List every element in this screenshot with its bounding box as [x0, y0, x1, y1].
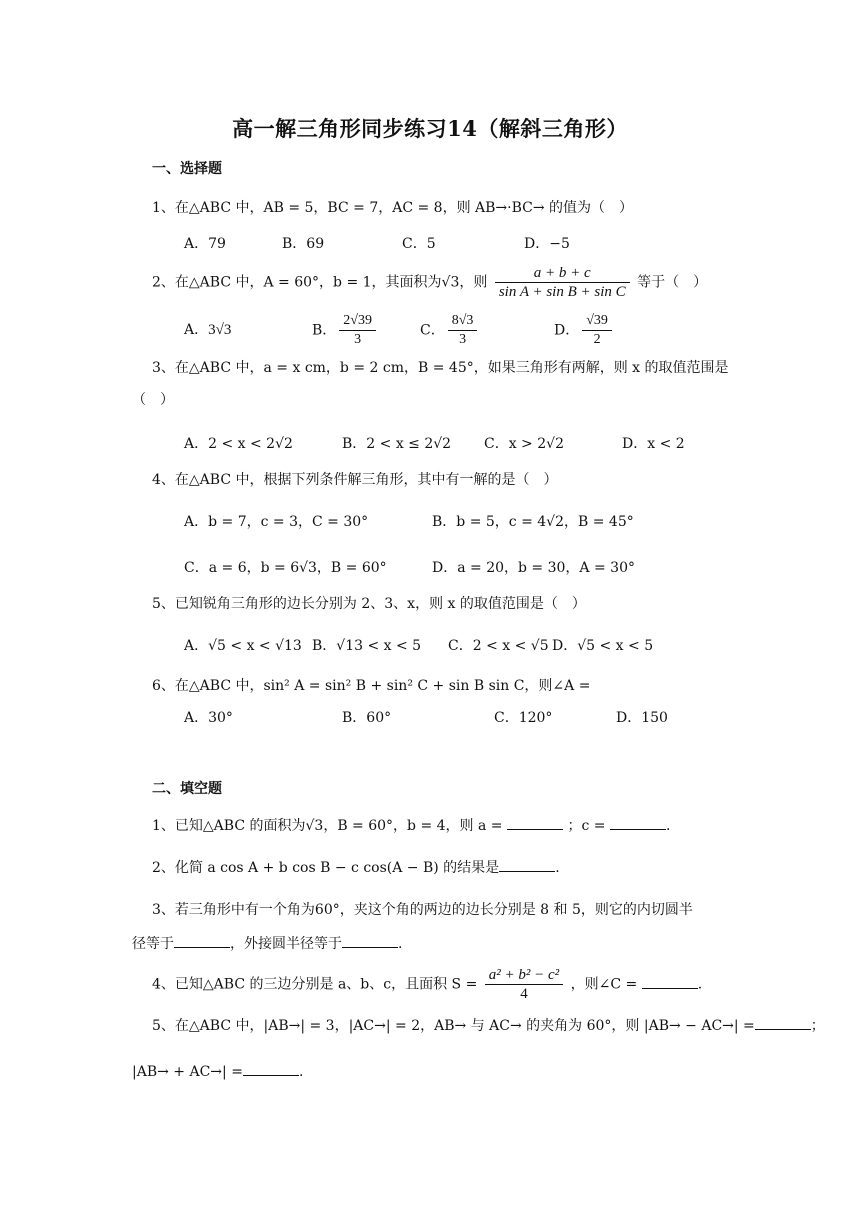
- option-c[interactable]: C．a = 6，b = 6√3，B = 60°: [184, 560, 387, 576]
- answer-blank[interactable]: [342, 934, 398, 948]
- fraction-numerator: √39: [582, 312, 612, 331]
- question-2-stem-post: 等于（ ）: [637, 274, 708, 291]
- fill-5-mid: ；: [810, 1018, 825, 1034]
- option-b[interactable]: B．b = 5，c = 4√2，B = 45°: [432, 514, 634, 530]
- fill-5-line2-pre: |AB→ + AC→| =: [132, 1064, 243, 1080]
- fill-2-post: .: [555, 860, 560, 876]
- option-b[interactable]: B．√13 < x < 5: [312, 638, 422, 654]
- fill-4-mid: ，则∠C =: [570, 976, 638, 993]
- question-5-stem: 5、已知锐角三角形的边长分别为 2、3、x，则 x 的取值范围是（ ）: [152, 596, 586, 612]
- option-d[interactable]: D．−5: [524, 236, 570, 252]
- fill-4-fraction: [485, 966, 563, 1003]
- option-c[interactable]: C．2 < x < √5: [448, 638, 549, 654]
- fraction-denominator: 4: [520, 986, 528, 1002]
- fraction-numerator: a² + b² − c²: [485, 966, 563, 985]
- option-b[interactable]: [312, 312, 379, 349]
- fill-5-post: .: [298, 1064, 304, 1080]
- fraction-denominator: 3: [354, 332, 362, 347]
- fill-4: [152, 966, 702, 1003]
- option-label: A．: [184, 322, 209, 338]
- option-label: D．: [554, 322, 580, 339]
- fill-5-pre: 5、在△ABC 中，|AB→| = 3，|AC→| = 2，AB→ 与 AC→ 的夹角为 60°，则 |AB→ − AC→| =: [152, 1018, 755, 1034]
- question-2-stem: [152, 264, 707, 301]
- answer-blank[interactable]: [499, 858, 555, 872]
- answer-blank[interactable]: [755, 1016, 811, 1030]
- fill-1-post: .: [665, 818, 671, 834]
- question-4-options: [184, 512, 784, 582]
- option-c[interactable]: C．x > 2√2: [484, 436, 564, 452]
- option-b[interactable]: B．2 < x ≤ 2√2: [342, 436, 452, 452]
- option-a[interactable]: A．30°: [184, 710, 233, 726]
- answer-blank[interactable]: [610, 816, 666, 830]
- answer-blank[interactable]: [243, 1062, 299, 1076]
- answer-blank[interactable]: [507, 816, 563, 830]
- option-c[interactable]: [420, 312, 480, 349]
- option-b[interactable]: B．69: [282, 236, 325, 252]
- fill-3-post: .: [398, 936, 403, 952]
- fill-1: [152, 816, 670, 836]
- fill-4-pre: 4、已知△ABC 的三边分别是 a、b、c，且面积 S =: [152, 976, 478, 993]
- question-6-stem: 6、在△ABC 中，sin² A = sin² B + sin² C + sin B sin C，则∠A =: [152, 678, 591, 694]
- fill-5-line-1: [152, 1016, 825, 1036]
- option-a[interactable]: A．79: [184, 236, 226, 252]
- option-c[interactable]: C．120°: [494, 710, 553, 726]
- question-2-stem-pre: 2、在△ABC 中，A = 60°，b = 1，其面积为√3，则: [152, 274, 488, 291]
- fill-3-mid: ，外接圆半径等于: [230, 936, 342, 952]
- fill-3-line-2: [132, 934, 402, 954]
- fill-3-line-1: 3、若三角形中有一个角为60°，夹这个角的两边的边长分别是 8 和 5，则它的内切圆半: [152, 902, 693, 918]
- option-d[interactable]: D．150: [616, 710, 668, 726]
- option-a[interactable]: A．√5 < x < √13: [184, 638, 302, 654]
- fraction-numerator: 2√39: [339, 312, 376, 331]
- option-label: C．: [420, 322, 445, 339]
- fill-4-post: .: [697, 976, 703, 993]
- answer-blank[interactable]: [174, 934, 230, 948]
- question-1-stem: 1、在△ABC 中，AB = 5，BC = 7，AC = 8，则 AB→·BC→ 的值为（ ）: [152, 200, 634, 216]
- question-2-fraction: [495, 264, 630, 301]
- fill-3-pre: 径等于: [132, 936, 174, 952]
- fill-5-line-2: [132, 1062, 303, 1082]
- fraction-denominator: 3: [459, 332, 467, 347]
- question-3-stem-cont: （ ）: [132, 392, 174, 408]
- fraction-denominator: sin A + sin B + sin C: [498, 284, 626, 300]
- question-4-stem: 4、在△ABC 中，根据下列条件解三角形，其中有一解的是（ ）: [152, 472, 558, 488]
- answer-blank[interactable]: [642, 975, 698, 989]
- fill-1-mid: ；c =: [567, 818, 606, 834]
- option-d[interactable]: D．a = 20，b = 30，A = 30°: [432, 560, 635, 576]
- option-d[interactable]: D．x < 2: [622, 436, 685, 452]
- question-2-options: [184, 312, 784, 356]
- fill-1-pre: 1、已知△ABC 的面积为√3，B = 60°，b = 4，则 a =: [152, 818, 503, 834]
- option-b[interactable]: B．60°: [342, 710, 392, 726]
- option-label: B．: [312, 322, 337, 339]
- option-c[interactable]: C．5: [402, 236, 436, 252]
- option-d[interactable]: D．√5 < x < 5: [552, 638, 654, 654]
- fraction-denominator: 2: [593, 332, 601, 347]
- fraction-numerator: 8√3: [448, 312, 478, 331]
- page-title: 高一解三角形同步练习14（解斜三角形）: [232, 116, 628, 141]
- option-value: 3√3: [208, 322, 232, 338]
- fill-2-pre: 2、化简 a cos A + b cos B − c cos(A − B) 的结果是: [152, 860, 500, 876]
- section-heading-fill: 二、填空题: [152, 781, 222, 797]
- fill-2: [152, 858, 560, 878]
- section-heading-choice: 一、选择题: [152, 161, 222, 177]
- option-d[interactable]: [554, 312, 615, 349]
- fraction-numerator: a + b + c: [495, 264, 630, 283]
- option-a[interactable]: A．2 < x < 2√2: [184, 436, 293, 452]
- option-a[interactable]: A．b = 7，c = 3，C = 30°: [184, 514, 369, 530]
- option-a[interactable]: [184, 320, 231, 340]
- question-3-stem: 3、在△ABC 中，a = x cm，b = 2 cm，B = 45°，如果三角形有两解，则 x 的取值范围是: [152, 360, 729, 376]
